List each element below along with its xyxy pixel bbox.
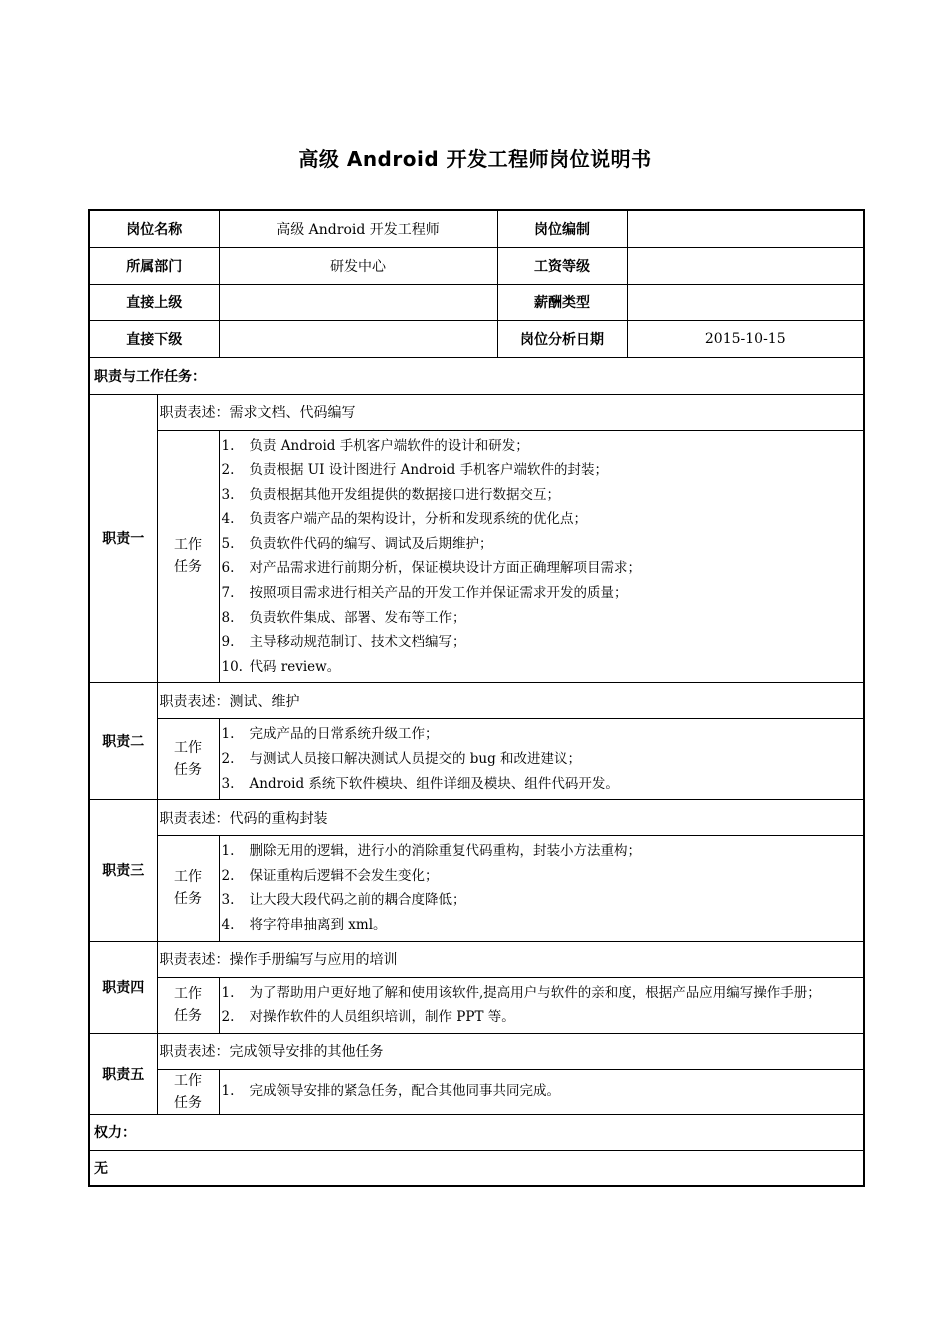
duty-row xyxy=(89,941,864,977)
duty-tasks-row xyxy=(89,836,864,941)
duty-name: 职责三 xyxy=(89,800,157,941)
duties-heading: 职责与工作任务： xyxy=(89,357,864,394)
task-number: 2. xyxy=(221,1009,235,1026)
task-item xyxy=(222,606,862,631)
subordinate-value xyxy=(219,320,497,357)
task-item xyxy=(222,722,862,747)
task-label xyxy=(157,1069,219,1114)
task-label-line: 工作 xyxy=(174,986,202,1003)
task-label xyxy=(157,430,219,683)
task-item xyxy=(222,864,862,889)
task-number: 4. xyxy=(221,511,235,528)
position-name-value: 高级 Android 开发工程师 xyxy=(219,210,497,247)
task-text: 为了帮助用户更好地了解和使用该软件,提高用户与软件的亲和度，根据产品应用编写操作手册； xyxy=(249,984,821,1001)
task-list xyxy=(219,836,864,941)
duty-name: 职责四 xyxy=(89,941,157,1033)
authority-heading-row xyxy=(89,1114,864,1150)
task-item xyxy=(222,507,862,532)
position-name-label: 岗位名称 xyxy=(89,210,219,247)
task-number: 7. xyxy=(221,585,235,602)
authority-value: 无 xyxy=(89,1150,864,1186)
task-text: 负责根据其他开发组提供的数据接口进行数据交互； xyxy=(249,486,560,503)
duty-row xyxy=(89,683,864,719)
task-number: 5. xyxy=(221,535,235,552)
task-text: 代码 review。 xyxy=(249,658,341,675)
task-item xyxy=(222,839,862,864)
authority-heading: 权力： xyxy=(89,1114,864,1150)
superior-value xyxy=(219,284,497,320)
duty-tasks-row xyxy=(89,430,864,683)
duty-row xyxy=(89,1033,864,1069)
task-item xyxy=(222,981,862,1006)
task-number: 1. xyxy=(221,726,235,743)
duty-description: 职责表述：需求文档、代码编写 xyxy=(157,394,864,430)
task-label-line: 任务 xyxy=(174,1094,202,1111)
duty-description: 职责表述：操作手册编写与应用的培训 xyxy=(157,941,864,977)
task-item xyxy=(222,888,862,913)
task-number: 4. xyxy=(221,917,235,933)
analysis-date-value: 2015-10-15 xyxy=(627,320,864,357)
task-text: 负责软件集成、部署、发布等工作； xyxy=(249,609,466,626)
establishment-value xyxy=(627,210,864,247)
duty-name: 职责一 xyxy=(89,394,157,683)
duty-tasks-row xyxy=(89,1069,864,1114)
task-number: 3. xyxy=(221,775,235,792)
task-number: 9. xyxy=(221,634,235,651)
task-text: 对产品需求进行前期分析，保证模块设计方面正确理解项目需求； xyxy=(249,560,641,577)
duty-name: 职责二 xyxy=(89,683,157,800)
document-title: 高级 Android 开发工程师岗位说明书 xyxy=(298,147,652,171)
duty-tasks-row xyxy=(89,977,864,1033)
task-list xyxy=(219,1069,864,1114)
task-label xyxy=(157,719,219,800)
task-text: 负责 Android 手机客户端软件的设计和研发； xyxy=(249,437,529,454)
duty-name: 职责五 xyxy=(89,1033,157,1114)
establishment-label: 岗位编制 xyxy=(497,210,627,247)
task-item xyxy=(222,655,862,680)
task-item xyxy=(222,772,862,797)
task-label xyxy=(157,836,219,941)
task-label-line: 任务 xyxy=(174,762,202,779)
task-item xyxy=(222,556,862,581)
department-label: 所属部门 xyxy=(89,247,219,284)
duties-heading-row xyxy=(89,357,864,394)
duty-row xyxy=(89,800,864,836)
task-item xyxy=(222,532,862,557)
task-text: 完成领导安排的紧急任务，配合其他同事共同完成。 xyxy=(249,1083,560,1100)
task-text: 对操作软件的人员组织培训，制作 PPT 等。 xyxy=(249,1009,515,1026)
authority-row xyxy=(89,1150,864,1186)
task-item xyxy=(222,1079,862,1104)
info-row-position xyxy=(89,210,864,247)
task-list xyxy=(219,430,864,683)
pay-type-value xyxy=(627,284,864,320)
task-list xyxy=(219,977,864,1033)
task-number: 1. xyxy=(221,1083,235,1100)
task-number: 2. xyxy=(221,462,235,479)
task-number: 8. xyxy=(221,609,235,626)
pay-type-label: 薪酬类型 xyxy=(497,284,627,320)
task-number: 1. xyxy=(221,437,235,454)
job-description-table xyxy=(88,209,865,1187)
task-text: 主导移动规范制订、技术文档编写； xyxy=(249,634,466,651)
task-label xyxy=(157,977,219,1033)
task-number: 10. xyxy=(221,658,243,675)
salary-grade-value xyxy=(627,247,864,284)
subordinate-label: 直接下级 xyxy=(89,320,219,357)
task-text: 删除无用的逻辑，进行小的消除重复代码重构，封装小方法重构； xyxy=(249,843,641,860)
duty-description: 职责表述：代码的重构封装 xyxy=(157,800,864,836)
duty-description: 职责表述：测试、维护 xyxy=(157,683,864,719)
task-text: 完成产品的日常系统升级工作； xyxy=(249,726,439,743)
task-number: 3. xyxy=(221,486,235,503)
task-item xyxy=(222,434,862,459)
task-text: 让大段大段代码之前的耦合度降低； xyxy=(249,892,466,909)
task-number: 6. xyxy=(221,560,235,577)
duty-description: 职责表述：完成领导安排的其他任务 xyxy=(157,1033,864,1069)
task-number: 3. xyxy=(221,892,235,909)
task-item xyxy=(222,630,862,655)
task-number: 1. xyxy=(221,843,235,860)
task-item xyxy=(222,913,862,938)
task-label-line: 工作 xyxy=(174,869,202,886)
task-list xyxy=(219,719,864,800)
task-text: 负责根据 UI 设计图进行 Android 手机客户端软件的封装； xyxy=(249,462,609,479)
task-text: 负责客户端产品的架构设计，分析和发现系统的优化点； xyxy=(249,511,587,528)
task-label-line: 工作 xyxy=(174,1072,202,1089)
task-text: 与测试人员接口解决测试人员提交的 bug 和改进建议； xyxy=(249,751,582,768)
task-text: 按照项目需求进行相关产品的开发工作并保证需求开发的质量； xyxy=(249,585,628,602)
superior-label: 直接上级 xyxy=(89,284,219,320)
duty-tasks-row xyxy=(89,719,864,800)
task-number: 2. xyxy=(221,751,235,768)
task-number: 2. xyxy=(221,867,235,884)
task-item xyxy=(222,1005,862,1030)
analysis-date-label: 岗位分析日期 xyxy=(497,320,627,357)
task-label-line: 任务 xyxy=(174,559,202,576)
task-item xyxy=(222,458,862,483)
info-row-subordinate xyxy=(89,320,864,357)
task-label-line: 任务 xyxy=(174,1008,202,1025)
task-item xyxy=(222,483,862,508)
task-text: 保证重构后逻辑不会发生变化； xyxy=(249,867,439,884)
task-number: 1. xyxy=(221,984,235,1001)
info-row-department xyxy=(89,247,864,284)
department-value: 研发中心 xyxy=(219,247,497,284)
task-text: 负责软件代码的编写、调试及后期维护； xyxy=(249,535,493,552)
info-row-superior xyxy=(89,284,864,320)
task-item xyxy=(222,747,862,772)
task-item xyxy=(222,581,862,606)
task-label-line: 工作 xyxy=(174,740,202,757)
task-label-line: 工作 xyxy=(174,537,202,554)
task-label-line: 任务 xyxy=(174,891,202,908)
duty-row xyxy=(89,394,864,430)
task-text: 将字符串抽离到 xml。 xyxy=(249,917,387,933)
salary-grade-label: 工资等级 xyxy=(497,247,627,284)
task-text: Android 系统下软件模块、组件详细及模块、组件代码开发。 xyxy=(249,775,619,792)
